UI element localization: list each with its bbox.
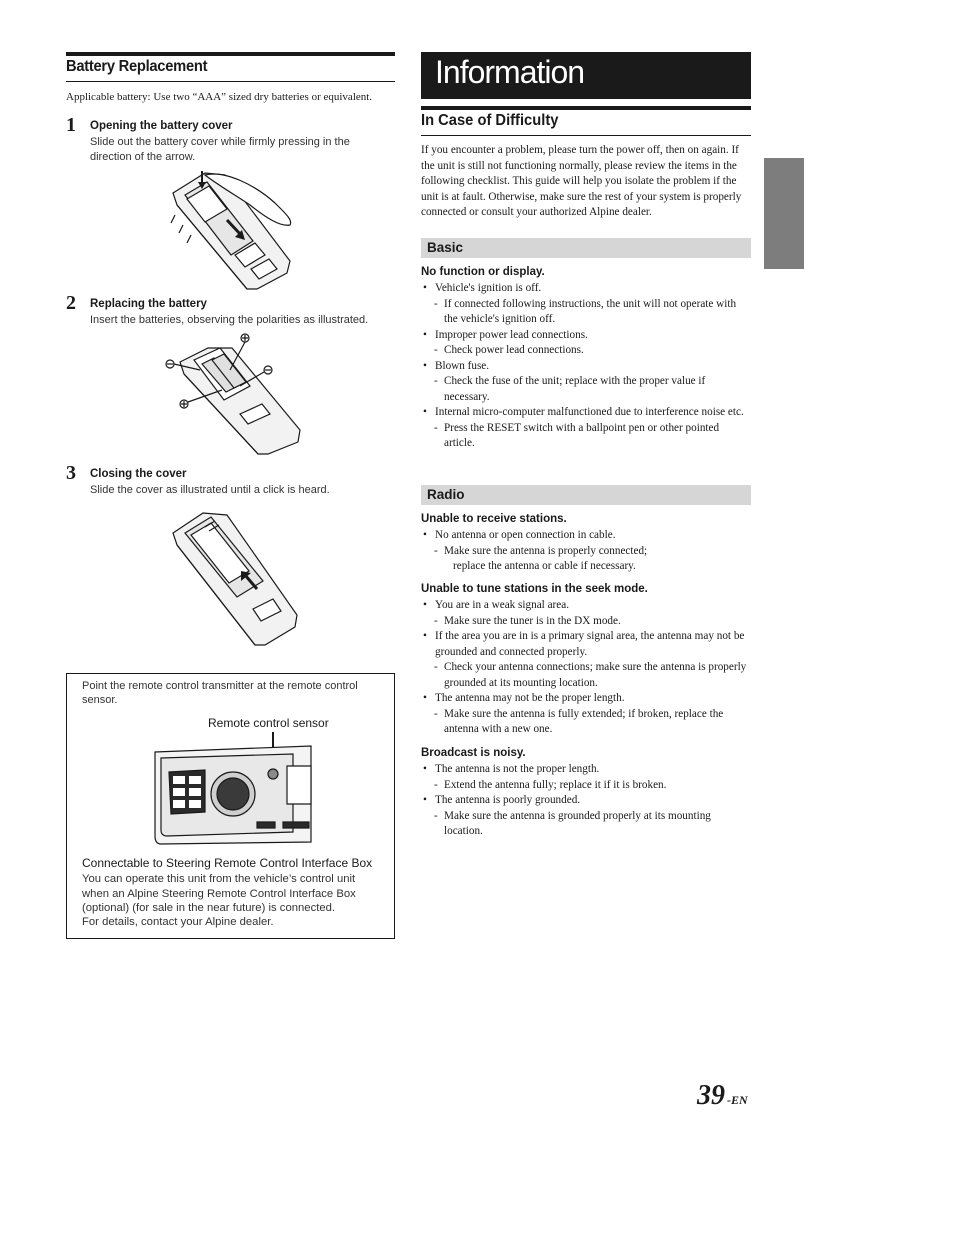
list-item: replace the antenna or cable if necessary. — [453, 560, 636, 572]
radio-checklist — [421, 598, 751, 738]
list-item: - Check the fuse of the unit; replace with the proper value if necessary. — [421, 374, 751, 405]
list-item: - If connected following instructions, the unit will not operate with the vehicle's ignition off. — [421, 297, 751, 328]
list-item: - Make sure the antenna is properly connected; — [421, 544, 751, 560]
list-item: • The antenna is poorly grounded. — [421, 793, 751, 809]
radio-checklist — [421, 762, 751, 840]
list-item: - Extend the antenna fully; replace it if it is broken. — [421, 778, 751, 794]
basic-label: Basic — [427, 240, 464, 255]
open-cover-illustration — [165, 165, 300, 295]
remote-sensor-box — [66, 673, 395, 939]
dealer-text: For details, contact your Alpine dealer. — [82, 916, 274, 928]
list-item: • Blown fuse. — [421, 359, 751, 375]
sensor-label: Remote control sensor — [208, 716, 329, 730]
list-item: - Make sure the antenna is fully extended; if broken, replace the antenna with a new one. — [421, 707, 751, 738]
list-item: • You are in a weak signal area. — [421, 598, 751, 614]
list-item: - Make sure the antenna is grounded properly at its mounting location. — [421, 809, 751, 840]
close-cover-illustration — [165, 505, 305, 650]
head-unit-illustration — [153, 732, 313, 847]
step-title: Closing the cover — [90, 468, 187, 480]
radio-checklist — [421, 528, 751, 575]
radio-label: Radio — [427, 487, 465, 502]
connectable-text: You can operate this unit from the vehicle’s control unit when an Alpine Steering Remote Control Interface Box (optional) (for sale in the near future) is connected. — [82, 873, 356, 915]
applicable-battery-text: Applicable battery: Use two “AAA” sized dry batteries or equivalent. — [66, 91, 373, 103]
step-number: 3 — [66, 462, 76, 484]
list-item: • If the area you are in is a primary signal area, the antenna may not be grounded and connected properly. — [421, 629, 751, 660]
section-side-tab — [764, 158, 804, 269]
list-item: - Check your antenna connections; make sure the antenna is properly grounded at its mounting location. — [421, 660, 751, 691]
battery-section-title: Battery Replacement — [66, 58, 208, 75]
list-item: - Press the RESET switch with a ballpoint pen or other pointed article. — [421, 421, 751, 452]
basic-checklist — [421, 281, 751, 452]
step-title: Opening the battery cover — [90, 120, 233, 132]
step-number: 2 — [66, 292, 76, 314]
list-item: • No antenna or open connection in cable. — [421, 528, 751, 544]
basic-subsection-bar — [421, 238, 751, 258]
information-banner-title: Information — [435, 54, 585, 90]
step-text: Insert the batteries, observing the polarities as illustrated. — [90, 314, 369, 326]
radio-subsection-bar — [421, 485, 751, 505]
problem-heading: Unable to tune stations in the seek mode. — [421, 583, 648, 595]
section-top-rule — [66, 52, 395, 56]
connectable-title: Connectable to Steering Remote Control Interface Box — [82, 856, 373, 870]
problem-heading: Unable to receive stations. — [421, 513, 567, 525]
step-title: Replacing the battery — [90, 298, 207, 310]
section-top-rule — [421, 106, 751, 110]
problem-heading: Broadcast is noisy. — [421, 747, 526, 759]
list-item: - Make sure the tuner is in the DX mode. — [421, 614, 751, 630]
information-banner — [421, 52, 751, 99]
replace-battery-illustration — [160, 330, 305, 455]
step-text: Slide out the battery cover while firmly pressing in the direction of the arrow. — [90, 136, 350, 163]
problem-heading: No function or display. — [421, 266, 545, 278]
point-remote-text: Point the remote control transmitter at the remote control sensor. — [82, 680, 358, 706]
step-number: 1 — [66, 114, 76, 136]
step-text: Slide the cover as illustrated until a click is heard. — [90, 484, 330, 496]
page-language-suffix: -EN — [727, 1093, 748, 1107]
intro-paragraph: If you encounter a problem, please turn the power off, then on again. If the unit is still not functioning normally, please review the items in the following checklist. This guide will help you isolate the problem if the unit is at fault. Otherwise, make sure the rest of your system is properly connected or consult your authorized Alpine dealer. — [421, 144, 742, 219]
list-item: • Internal micro-computer malfunctioned due to interference noise etc. — [421, 405, 751, 421]
section-divider — [66, 81, 395, 82]
difficulty-section-title: In Case of Difficulty — [421, 112, 559, 129]
list-item: • Improper power lead connections. — [421, 328, 751, 344]
section-divider — [421, 135, 751, 136]
page-number: 39 — [697, 1080, 725, 1111]
list-item: • Vehicle's ignition is off. — [421, 281, 751, 297]
list-item: • The antenna may not be the proper length. — [421, 691, 751, 707]
list-item: • The antenna is not the proper length. — [421, 762, 751, 778]
list-item: - Check power lead connections. — [421, 343, 751, 359]
